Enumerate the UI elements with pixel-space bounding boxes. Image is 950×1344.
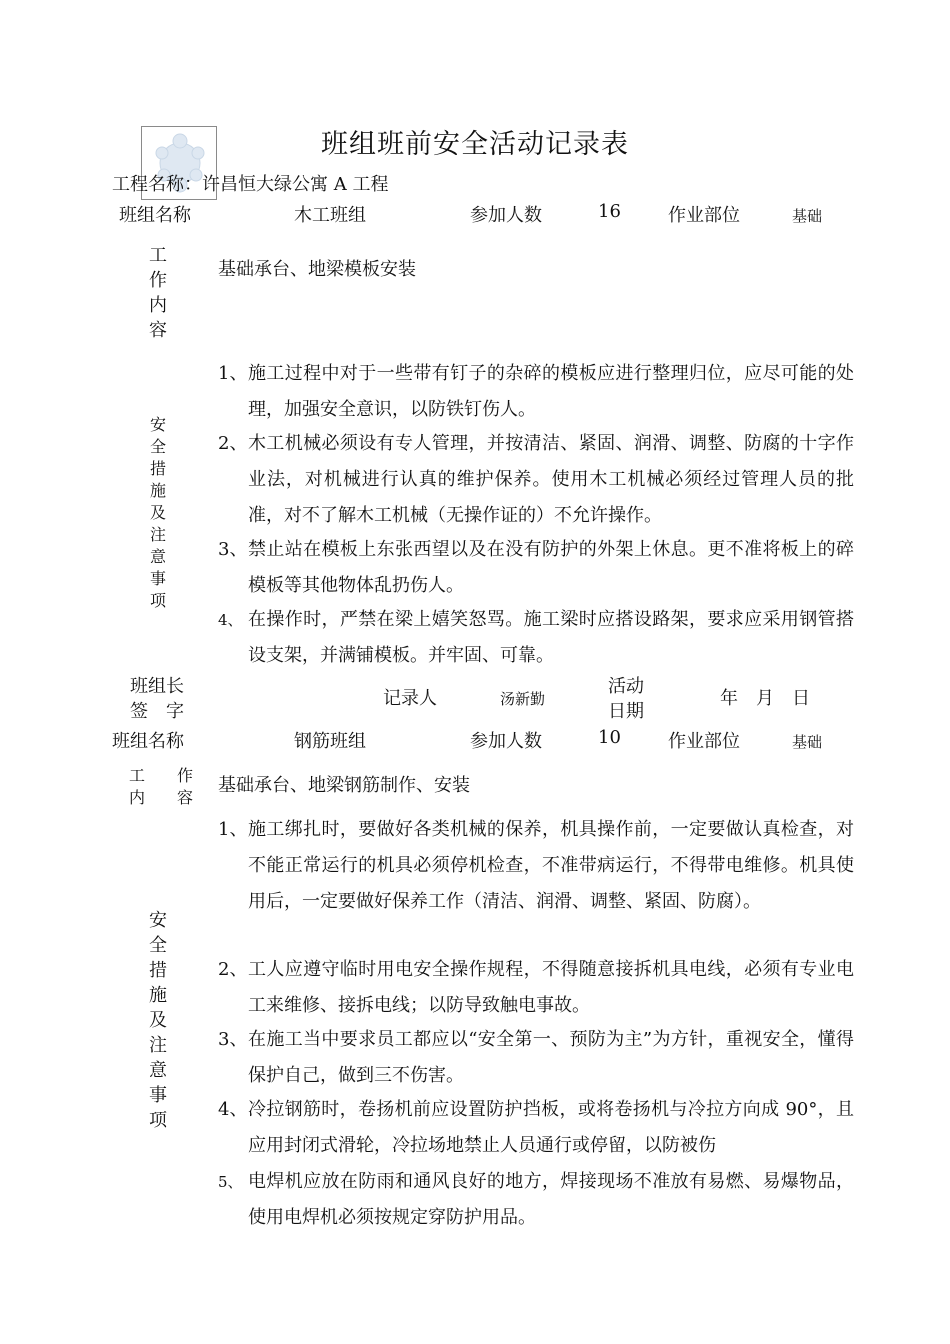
label-char: 项 — [149, 591, 166, 610]
leader-sign-label-line1: 班组长 — [130, 676, 184, 697]
project-name: 工程名称：许昌恒大绿公寓 A 工程 — [112, 174, 389, 195]
label-char: 注 — [149, 1035, 167, 1056]
safety-item — [218, 1022, 854, 1094]
item-number: 3、 — [218, 1029, 248, 1050]
activity-date-label-line2: 日期 — [608, 701, 644, 722]
safety-item — [218, 356, 854, 428]
safety-item — [218, 426, 854, 534]
label-char: 事 — [149, 569, 166, 588]
safety-item — [218, 812, 854, 920]
team-name-value: 木工班组 — [294, 205, 366, 226]
item-text: 冷拉钢筋时，卷扬机前应设置防护挡板，或将卷扬机与冷拉方向成 90°，且应用封闭式滑轮，冷拉场地禁止人员通行或停留，以防被伤 — [248, 1099, 854, 1156]
label-char: 施 — [149, 985, 167, 1006]
item-number: 4、 — [218, 611, 243, 629]
participants-value: 16 — [598, 201, 621, 222]
safety-item — [218, 532, 854, 604]
label-char: 措 — [149, 459, 166, 478]
work-location-value-2: 基础 — [792, 733, 823, 751]
label-char: 注 — [149, 525, 166, 544]
label-char: 内 — [149, 295, 167, 316]
recorder-label: 记录人 — [383, 688, 437, 709]
work-content-value: 基础承台、地梁模板安装 — [218, 259, 416, 280]
label-char: 安 — [149, 415, 166, 434]
work-location-value: 基础 — [792, 207, 823, 225]
item-text: 在操作时，严禁在梁上嬉笑怒骂。施工梁时应搭设路架，要求应采用钢管搭设支架，并满铺模板。并牢固、可靠。 — [248, 609, 854, 666]
work-content-label — [146, 243, 170, 343]
participants-label: 参加人数 — [470, 205, 542, 226]
item-text: 工人应遵守临时用电安全操作规程，不得随意接拆机具电线，必须有专业电工来维修、接拆电线；以防导致触电事故。 — [248, 959, 854, 1016]
work-content-label-2-line2: 内 容 — [129, 788, 194, 807]
participants-value-2: 10 — [598, 727, 621, 748]
participants-label-2: 参加人数 — [470, 731, 542, 752]
item-number: 1、 — [218, 363, 248, 384]
item-text: 施工过程中对于一些带有钉子的杂碎的模板应进行整理归位，应尽可能的处理，加强安全意识，以防铁钉伤人。 — [248, 363, 854, 420]
item-text: 施工绑扎时，要做好各类机械的保养，机具操作前，一定要做认真检查，对不能正常运行的机具必须停机检查，不准带病运行，不得带电维修。机具使用后，一定要做好保养工作（清洁、润滑、调整、紧固、防腐）。 — [248, 819, 854, 912]
recorder-value: 汤新勤 — [500, 690, 546, 708]
work-content-label-2-line1: 工 作 — [129, 766, 194, 785]
label-char: 全 — [149, 437, 166, 456]
safety-item — [218, 1164, 854, 1236]
item-text: 在施工当中要求员工都应以“安全第一、预防为主”为方针，重视安全，懂得保护自己，做到三不伤害。 — [248, 1029, 854, 1086]
label-char: 项 — [149, 1110, 167, 1131]
safety-measures-label — [146, 414, 170, 612]
safety-item — [218, 952, 854, 1024]
item-number: 4、 — [218, 1099, 248, 1120]
item-number: 1、 — [218, 819, 248, 840]
label-char: 作 — [149, 270, 167, 291]
label-char: 事 — [149, 1085, 167, 1106]
label-char: 措 — [149, 960, 167, 981]
activity-date-label-line1: 活动 — [608, 676, 644, 697]
item-text: 禁止站在模板上东张西望以及在没有防护的外架上休息。更不准将板上的碎模板等其他物体乱扔伤人。 — [248, 539, 854, 596]
team-name-label: 班组名称 — [119, 205, 191, 226]
label-char: 工 — [149, 245, 167, 266]
item-number: 2、 — [218, 433, 248, 454]
label-char: 及 — [149, 503, 166, 522]
team-name-value-2: 钢筋班组 — [294, 731, 366, 752]
page-title: 班组班前安全活动记录表 — [321, 129, 629, 160]
safety-item — [218, 1092, 854, 1164]
item-number: 3、 — [218, 539, 248, 560]
item-number: 5、 — [218, 1173, 243, 1191]
leader-sign-label-line2: 签 字 — [130, 701, 184, 722]
label-char: 意 — [149, 547, 166, 566]
team-name-label-2: 班组名称 — [112, 731, 184, 752]
label-char: 施 — [149, 481, 166, 500]
safety-measures-label-2 — [146, 908, 170, 1133]
safety-item — [218, 602, 854, 674]
work-content-value-2: 基础承台、地梁钢筋制作、安装 — [218, 775, 470, 796]
activity-date-value: 年 月 日 — [720, 688, 810, 709]
work-location-label-2: 作业部位 — [668, 731, 740, 752]
item-text: 电焊机应放在防雨和通风良好的地方，焊接现场不准放有易燃、易爆物品，使用电焊机必须按规定穿防护用品。 — [248, 1171, 854, 1228]
label-char: 及 — [149, 1010, 167, 1031]
label-char: 容 — [149, 320, 167, 341]
item-number: 2、 — [218, 959, 248, 980]
item-text: 木工机械必须设有专人管理，并按清洁、紧固、润滑、调整、防腐的十字作业法，对机械进行认真的维护保养。使用木工机械必须经过管理人员的批准，对不了解木工机械（无操作证的）不允许操作。 — [248, 433, 854, 526]
label-char: 全 — [149, 935, 167, 956]
work-location-label: 作业部位 — [668, 205, 740, 226]
label-char: 意 — [149, 1060, 167, 1081]
label-char: 安 — [149, 910, 167, 931]
